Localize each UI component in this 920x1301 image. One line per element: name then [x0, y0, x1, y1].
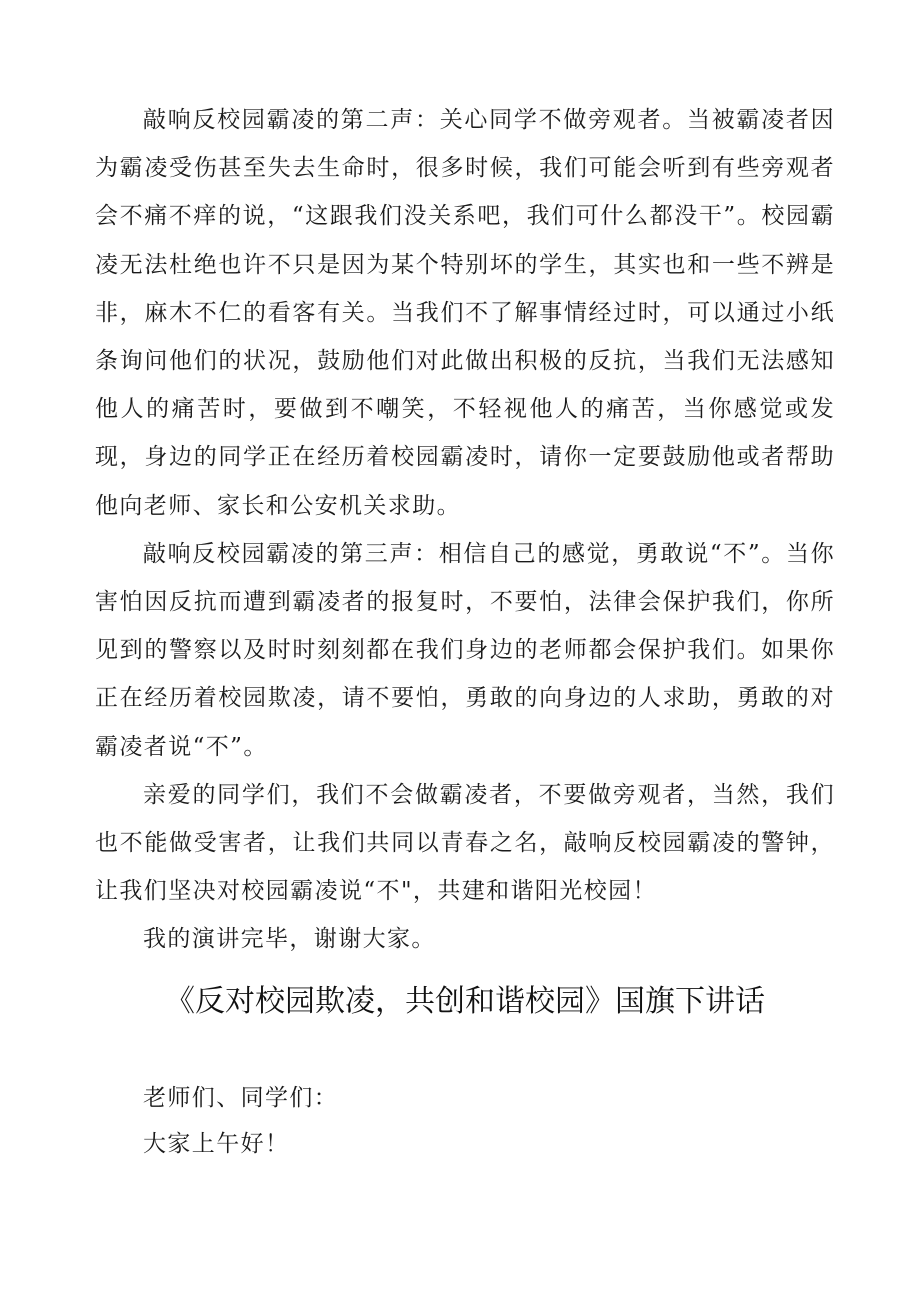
paragraph-second-voice: 敲响反校园霸凌的第二声：关心同学不做旁观者。当被霸凌者因为霸凌受伤甚至失去生命时，很多时候，我们可能会听到有些旁观者会不痛不痒的说，“这跟我们没关系吧，我们可什么都没干”。校园霸凌无法杜绝也许不只是因为某个特别坏的学生，其实也和一些不辨是非，麻木不仁的看客有关。当我们不了解事情经过时，可以通过小纸条询问他们的状况，鼓励他们对此做出积极的反抗，当我们无法感知他人的痛苦时，要做到不嘲笑，不轻视他人的痛苦，当你感觉或发现，身边的同学正在经历着校园霸凌时，请你一定要鼓励他或者帮助他向老师、家长和公安机关求助。: [95, 107, 835, 519]
paragraph-appeal: 亲爱的同学们，我们不会做霸凌者，不要做旁观者，当然，我们也不能做受害者，让我们共同以青春之名，敲响反校园霸凌的警钟，让我们坚决对校园霸凌说“不"，共建和谐阳光校园！: [95, 781, 835, 905]
paragraph-third-voice: 敲响反校园霸凌的第三声：相信自己的感觉，勇敢说“不”。当你害怕因反抗而遭到霸凌者的报复时，不要怕，法律会保护我们，你所见到的警察以及时时刻刻都在我们身边的老师都会保护我们。如果你正在经历着校园欺凌，请不要怕，勇敢的向身边的人求助，勇敢的对霸凌者说“不”。: [95, 540, 835, 760]
paragraph-closing: 我的演讲完毕，谢谢大家。: [143, 926, 436, 953]
speech-title: 《反对校园欺凌，共创和谐校园》国旗下讲话: [165, 984, 765, 1019]
speech-body: [95, 96, 835, 964]
speech-opening: [95, 1075, 835, 1167]
salutation: 老师们、同学们：: [143, 1085, 339, 1111]
greeting: 大家上午好！: [143, 1131, 290, 1157]
